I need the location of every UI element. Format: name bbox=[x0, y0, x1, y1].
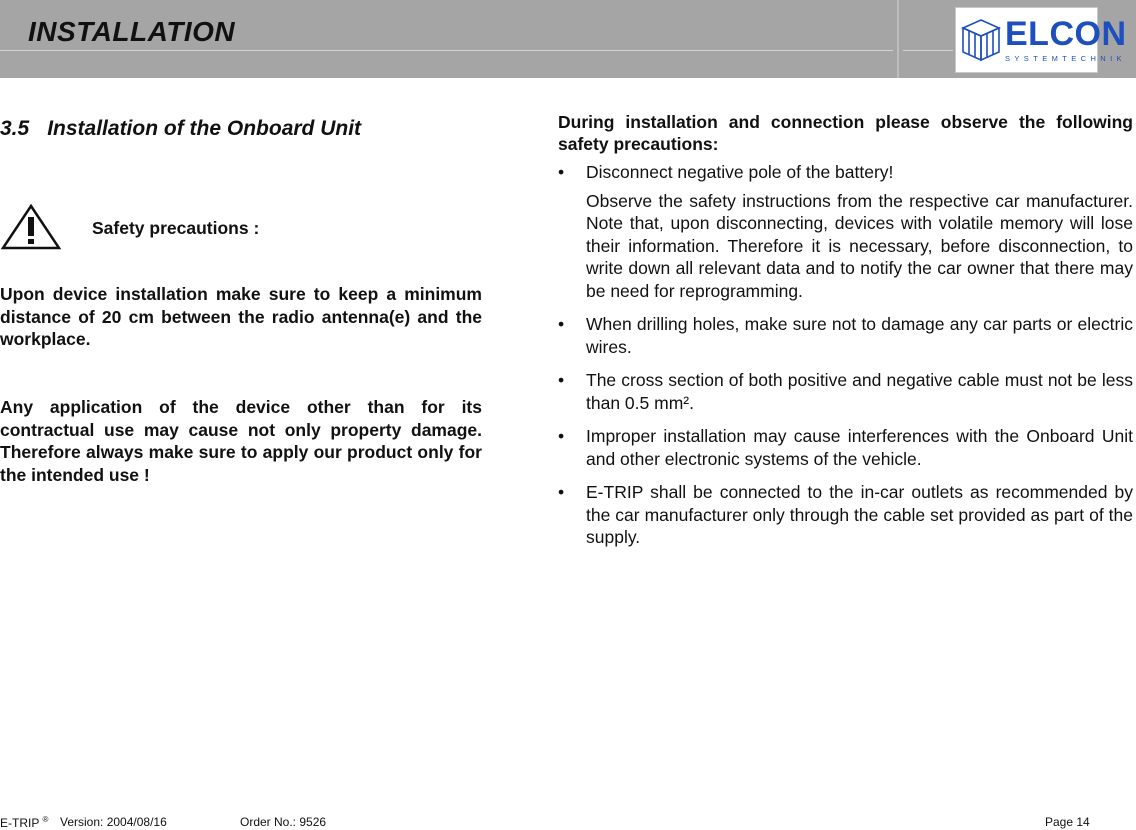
precautions-list bbox=[558, 161, 1133, 560]
safety-precautions-label: Safety precautions : bbox=[92, 218, 260, 238]
warning-triangle-icon bbox=[0, 203, 62, 251]
list-item bbox=[558, 481, 1133, 549]
list-item-detail: Observe the safety instructions from the respective car manufacturer. Note that, upon disconnecting, devices with volatile memory will lose their information. Therefore it is necessary, before disconnection, to write down all relevant data and to notify the car owner that there may be need for reprogramming. bbox=[586, 190, 1133, 301]
footer-version: Version: 2004/08/16 bbox=[60, 815, 167, 829]
list-item-text: E-TRIP shall be connected to the in-car outlets as recommended by the car manufacturer only through the cable set provided as part of the supply. bbox=[586, 482, 1133, 547]
elcon-logo bbox=[955, 7, 1127, 73]
page-header bbox=[0, 0, 1136, 78]
list-item-text: The cross section of both positive and negative cable must not be less than 0.5 mm². bbox=[586, 370, 1133, 413]
intended-use-paragraph: Any application of the device other than for its contractual use may cause not only property damage. Therefore always make sure to apply our product only for the intended use ! bbox=[0, 397, 482, 485]
list-item bbox=[558, 313, 1133, 358]
footer-order-number: Order No.: 9526 bbox=[240, 815, 327, 829]
footer-product bbox=[0, 815, 48, 830]
list-item bbox=[558, 161, 1133, 302]
antenna-distance-paragraph: Upon device installation make sure to keep a minimum distance of 20 cm between the radio antenna(e) and the workplace. bbox=[0, 284, 482, 349]
bullet-icon: • bbox=[558, 426, 565, 446]
list-item-text: When drilling holes, make sure not to damage any car parts or electric wires. bbox=[586, 314, 1133, 357]
bullet-icon: • bbox=[558, 314, 565, 334]
header-rule-right bbox=[903, 50, 953, 51]
list-item bbox=[558, 425, 1133, 470]
header-rule bbox=[0, 50, 893, 51]
chapter-title: INSTALLATION bbox=[28, 16, 236, 47]
trademark-symbol: ® bbox=[42, 815, 49, 824]
logo-subtitle: SYSTEMTECHNIK bbox=[1005, 54, 1126, 63]
product-name: E-TRIP bbox=[0, 816, 40, 830]
logo-cube-icon bbox=[959, 16, 1003, 64]
logo-wordmark: ELCON bbox=[1005, 15, 1127, 53]
bullet-icon: • bbox=[558, 370, 565, 390]
section-title-text: Installation of the Onboard Unit bbox=[47, 117, 362, 140]
section-number: 3.5 bbox=[0, 117, 30, 140]
bullet-icon: • bbox=[558, 162, 565, 182]
list-item-text: Disconnect negative pole of the battery! bbox=[586, 162, 894, 182]
header-separator bbox=[897, 0, 899, 78]
page-number: Page 14 bbox=[1045, 815, 1090, 829]
list-item bbox=[558, 369, 1133, 414]
precautions-intro: During installation and connection please observe the following safety precautions: bbox=[558, 112, 1133, 154]
bullet-icon: • bbox=[558, 482, 565, 502]
list-item-text: Improper installation may cause interferences with the Onboard Unit and other electronic systems of the vehicle. bbox=[586, 426, 1133, 469]
section-heading bbox=[0, 117, 361, 141]
